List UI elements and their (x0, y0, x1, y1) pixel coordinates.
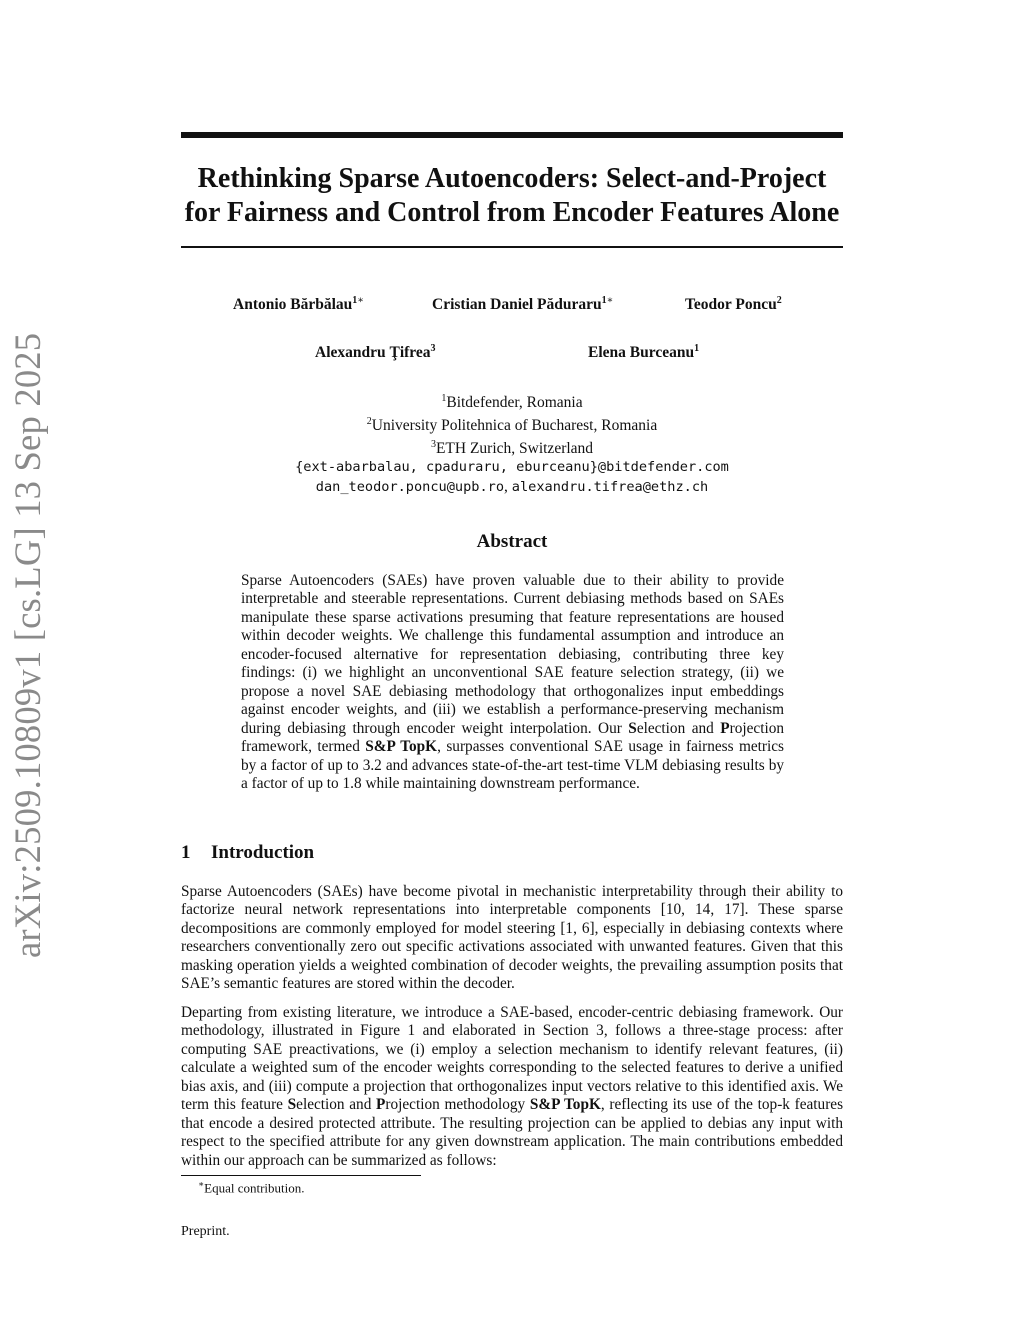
author-affil-mark: 1 (352, 295, 358, 306)
author-affil-mark: 1 (601, 295, 607, 306)
abstract-text: Sparse Autoencoders (SAEs) have proven valuable due to their ability to provide interpretable and steerable representations. Current debiasing methods based on SAEs manipulate these sparse activations presuming that feature representations are housed within decoder weights. We challenge this fundamental assumption and introduce an encoder-focused alternative for representation debiasing, contributing three key findings: (i) we highlight an unconventional SAE feature selection strategy, (ii) we propose a novel SAE debiasing methodology that orthogonalizes input embeddings against encoder weights, and (iii) we establish a performance-preserving mechanism during debiasing through encoder weight interpolation. Our Selection and Projection framework, termed S&P TopK, surpasses conventional SAE usage in fairness metrics by a factor of up to 3.2 and advances state-of-the-art test-time VLM debiasing results by a factor of up to 1.8 while maintaining downstream performance. (241, 572, 785, 792)
section-heading-introduction (181, 842, 314, 864)
author-3 (685, 295, 782, 314)
title-line-1: Rethinking Sparse Autoencoders: Select-and-Project (197, 163, 827, 194)
affiliation-3: $^3$ETH Zurich, Switzerland (430, 439, 594, 458)
section-number: 1 (181, 842, 191, 863)
intro-paragraph-1: Sparse Autoencoders (SAEs) have become pivotal in mechanistic interpretability through their ability to factorize neural network representations into interpretable components [10, 14, 17]. These sparse decompositions are commonly employed for model steering [1, 6], especially in debiasing contexts where researchers conventionally zero out specific activations associated with unwanted features. Given that this masking operation yields a weighted combination of decoder weights, the prevailing assumption posits that SAE’s semantic features are stored within the decoder. (181, 883, 843, 993)
email-poncu[interactable]: dan_teodor.poncu@upb.ro (315, 479, 505, 496)
author-name: Cristian Daniel Păduraru (432, 296, 602, 314)
author-affil-mark: 3 (430, 343, 436, 354)
author-affil-mark: 1 (694, 343, 700, 354)
intro-paragraph-2: Departing from existing literature, we introduce a SAE-based, encoder-centric debiasing framework. Our methodology, illustrated in Figure 1 and elaborated in Section 3, follows a three-stage process: after computing SAE preactivations, we (i) employ a selection mechanism to identify relevant features, (ii) calculate a weighted sum of the encoder weights corresponding to the selected features to derive a unified bias axis, and (iii) compute a projection that orthogonalizes input vectors relative to this identified axis. We term this feature Selection and Projection methodology S&P TopK, reflecting its use of the top-k features that encode a desired protected attribute. The resulting projection can be applied to debias any input with respect to the specified attribute for any given downstream application. The main contributions embedded within our approach can be summarized as follows: (181, 1004, 844, 1169)
email-tifrea[interactable]: alexandru.tifrea@ethz.ch (511, 479, 709, 496)
author-name: Antonio Bărbălau (233, 296, 353, 314)
author-2 (432, 295, 613, 314)
title-rule-bottom (181, 246, 843, 248)
footnote-rule (181, 1175, 421, 1176)
abstract-heading: Abstract (476, 531, 548, 552)
arxiv-side-banner: arXiv:2509.10809v1 [cs.LG] 13 Sep 2025 (7, 332, 48, 958)
affiliation-1: $^1$Bitdefender, Romania (441, 393, 583, 412)
footnote: ∗Equal contribution. (198, 1179, 305, 1196)
author-5 (588, 343, 699, 362)
author-4 (315, 343, 436, 362)
section-title: Introduction (211, 842, 315, 863)
footer-preprint: Preprint. (181, 1224, 230, 1239)
affiliation-2: $^2$University Politehnica of Bucharest, Romania (366, 416, 658, 435)
author-equal-mark: ∗ (606, 295, 614, 306)
author-1 (233, 295, 364, 314)
author-name: Teodor Poncu (685, 296, 777, 314)
author-equal-mark: ∗ (357, 295, 365, 306)
title-rule-top (181, 132, 843, 138)
author-name: Elena Burceanu (588, 344, 695, 362)
paper-title (150, 162, 874, 230)
title-line-2: for Fairness and Control from Encoder Features Alone (184, 197, 840, 228)
email-line-1[interactable]: {ext-abarbalau, cpaduraru, eburceanu}@bitdefender.com (295, 459, 729, 476)
author-name: Alexandru Ţifrea (315, 344, 431, 362)
author-affil-mark: 2 (776, 295, 782, 306)
email-line-2: dan_teodor.poncu@upb.ro, alexandru.tifrea@ethz.ch (315, 478, 709, 496)
affiliations (181, 389, 843, 497)
